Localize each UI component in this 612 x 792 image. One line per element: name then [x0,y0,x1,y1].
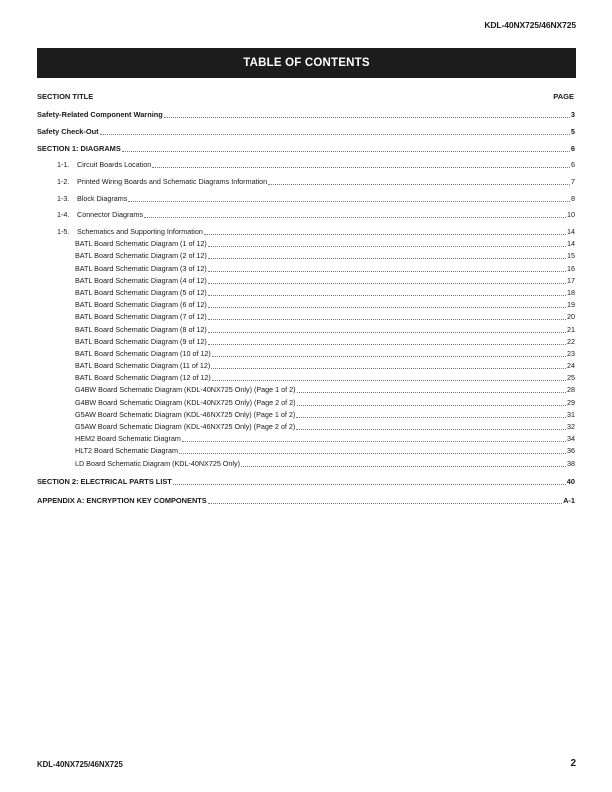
dot-leader [241,466,566,467]
toc-entry-page: 14 [567,239,575,249]
toc-subentry-batl-4[interactable] [37,274,575,286]
toc-subentry-hem2[interactable] [37,432,575,444]
toc-entry-title: BATL Board Schematic Diagram (12 of 12) [75,373,211,383]
toc-entry-page: 25 [567,373,575,383]
toc-entry-title: BATL Board Schematic Diagram (6 of 12) [75,300,207,310]
toc-entry-title: G4BW Board Schematic Diagram (KDL-40NX725 Only) (Page 2 of 2) [75,397,296,407]
toc-entry-title: G5AW Board Schematic Diagram (KDL-46NX725 Only) (Page 2 of 2) [75,422,296,431]
toc-entry-title: SECTION 1: DIAGRAMS [37,143,121,153]
dot-leader [296,429,566,430]
toc-subentry-g4bw-2[interactable] [37,395,575,407]
toc-entry-page: 40 [566,477,575,487]
dot-leader [212,356,566,357]
dot-leader [268,184,570,185]
toc-entry-page: 32 [567,422,575,431]
toc-entry-page: 28 [567,385,575,395]
toc-subentry-g5aw-1[interactable] [37,408,575,420]
toc-entry-page: 6 [570,143,575,153]
dot-leader [173,484,566,485]
dot-leader [208,271,566,272]
toc-entry-page: 10 [567,210,575,220]
toc-entry-title: BATL Board Schematic Diagram (8 of 12) [75,324,207,334]
toc-entry-title: BATL Board Schematic Diagram (7 of 12) [75,312,207,322]
toc-entry-title: Printed Wiring Boards and Schematic Diagrams Information [77,176,268,186]
toc-entry-page: 34 [567,434,575,444]
dot-leader [208,258,566,259]
dot-leader [208,246,566,247]
toc-entry-number: 1-2. [57,176,70,186]
dot-leader [204,234,566,235]
page-column-header: PAGE [553,92,574,101]
toc-entry-title: Safety Check-Out [37,126,99,136]
toc-entry-section-2[interactable] [37,475,575,487]
dot-leader [296,417,566,418]
table-of-contents [37,108,575,506]
toc-entry-page: 7 [571,176,575,186]
toc-entry-title: LD Board Schematic Diagram (KDL-40NX725 Only) [75,458,240,468]
toc-subentry-batl-5[interactable] [37,286,575,298]
toc-subentry-batl-9[interactable] [37,335,575,347]
toc-entry-page: 21 [567,324,575,334]
footer-model-number: KDL-40NX725/46NX725 [37,760,123,769]
toc-entry-page: 23 [567,348,575,358]
toc-entry-title: BATL Board Schematic Diagram (5 of 12) [75,287,207,297]
toc-subentry-batl-1[interactable] [37,237,575,249]
dot-leader [212,380,566,381]
toc-entry-page: 15 [567,251,575,261]
toc-entry-1-4[interactable] [37,208,575,220]
toc-subentry-g5aw-2[interactable] [37,420,575,432]
toc-entry-page: 18 [567,287,575,297]
section-title-column-header: SECTION TITLE [37,92,94,101]
dot-leader [208,332,566,333]
toc-entry-page: 29 [567,397,575,407]
toc-entry-page: A-1 [563,495,575,505]
dot-leader [297,392,566,393]
toc-subentry-ld[interactable] [37,456,575,468]
toc-entry-page: 24 [567,361,575,371]
toc-entry-page: 19 [567,300,575,310]
toc-entry-title: HLT2 Board Schematic Diagram [75,446,178,456]
toc-entry-title: Circuit Boards Location [77,160,152,170]
toc-subentry-batl-2[interactable] [37,249,575,261]
dot-leader [182,441,566,442]
toc-entry-page: 20 [567,312,575,322]
toc-entry-title: BATL Board Schematic Diagram (2 of 12) [75,251,207,261]
toc-entry-page: 3 [570,110,575,120]
toc-subentry-g4bw-1[interactable] [37,383,575,395]
dot-leader [297,405,566,406]
toc-entry-1-2[interactable] [37,175,575,187]
toc-entry-safety-warning[interactable] [37,108,575,120]
header-model-number: KDL-40NX725/46NX725 [484,20,576,30]
toc-subentry-hlt2[interactable] [37,444,575,456]
toc-entry-appendix-a[interactable] [37,494,575,506]
toc-subentry-batl-6[interactable] [37,298,575,310]
dot-leader [179,453,566,454]
toc-entry-page: 22 [567,336,575,346]
toc-entry-number: 1-4. [57,210,70,220]
dot-leader [208,283,566,284]
dot-leader [208,295,566,296]
dot-leader [211,368,566,369]
toc-subentry-batl-8[interactable] [37,322,575,334]
toc-entry-title: Block Diagrams [77,193,128,203]
toc-subentry-batl-12[interactable] [37,371,575,383]
toc-entry-number: 1-1. [57,160,70,170]
toc-entry-title: Schematics and Supporting Information [77,227,203,236]
toc-entry-page: 14 [567,227,575,236]
dot-leader [100,134,570,135]
dot-leader [208,503,562,504]
toc-entry-page: 38 [567,458,575,468]
toc-entry-title: Safety-Related Component Warning [37,110,163,120]
toc-entry-page: 16 [567,263,575,273]
dot-leader [152,167,570,168]
toc-entry-title: BATL Board Schematic Diagram (4 of 12) [75,275,207,285]
dot-leader [208,319,566,320]
toc-entry-title: APPENDIX A: ENCRYPTION KEY COMPONENTS [37,495,207,505]
toc-entry-page: 17 [567,275,575,285]
toc-entry-number: 1-3. [57,193,70,203]
footer-page-number: 2 [570,758,576,769]
toc-subentry-batl-3[interactable] [37,261,575,273]
dot-leader [128,201,570,202]
toc-entry-title: HEM2 Board Schematic Diagram [75,434,181,444]
toc-entry-title: G4BW Board Schematic Diagram (KDL-40NX725 Only) (Page 1 of 2) [75,385,296,395]
toc-entry-title: BATL Board Schematic Diagram (9 of 12) [75,336,207,346]
toc-entry-1-1[interactable] [37,158,575,170]
toc-subentry-batl-10[interactable] [37,347,575,359]
page-title: TABLE OF CONTENTS [243,57,370,69]
toc-entry-section-1[interactable] [37,141,575,153]
dot-leader [122,151,570,152]
toc-entry-title: SECTION 2: ELECTRICAL PARTS LIST [37,477,172,487]
dot-leader [164,117,570,118]
toc-entry-title: Connector Diagrams [77,210,143,220]
toc-subentry-batl-11[interactable] [37,359,575,371]
toc-column-headers [37,92,574,102]
toc-entry-page: 5 [570,126,575,136]
toc-entry-1-5[interactable] [37,225,575,237]
toc-entry-title: BATL Board Schematic Diagram (3 of 12) [75,263,207,273]
page-title-bar [37,48,576,78]
toc-entry-title: BATL Board Schematic Diagram (10 of 12) [75,348,211,358]
toc-subentry-batl-7[interactable] [37,310,575,322]
toc-entry-1-3[interactable] [37,191,575,203]
toc-entry-safety-checkout[interactable] [37,125,575,137]
toc-entry-title: G5AW Board Schematic Diagram (KDL-46NX725 Only) (Page 1 of 2) [75,409,296,419]
toc-entry-page: 8 [571,193,575,203]
toc-entry-title: BATL Board Schematic Diagram (11 of 12) [75,361,211,371]
dot-leader [144,217,566,218]
toc-entry-page: 6 [571,160,575,170]
toc-entry-title: BATL Board Schematic Diagram (1 of 12) [75,239,207,249]
dot-leader [208,344,566,345]
toc-entry-page: 36 [567,446,575,456]
dot-leader [208,307,566,308]
toc-entry-number: 1-5. [57,227,70,236]
toc-entry-page: 31 [567,409,575,419]
